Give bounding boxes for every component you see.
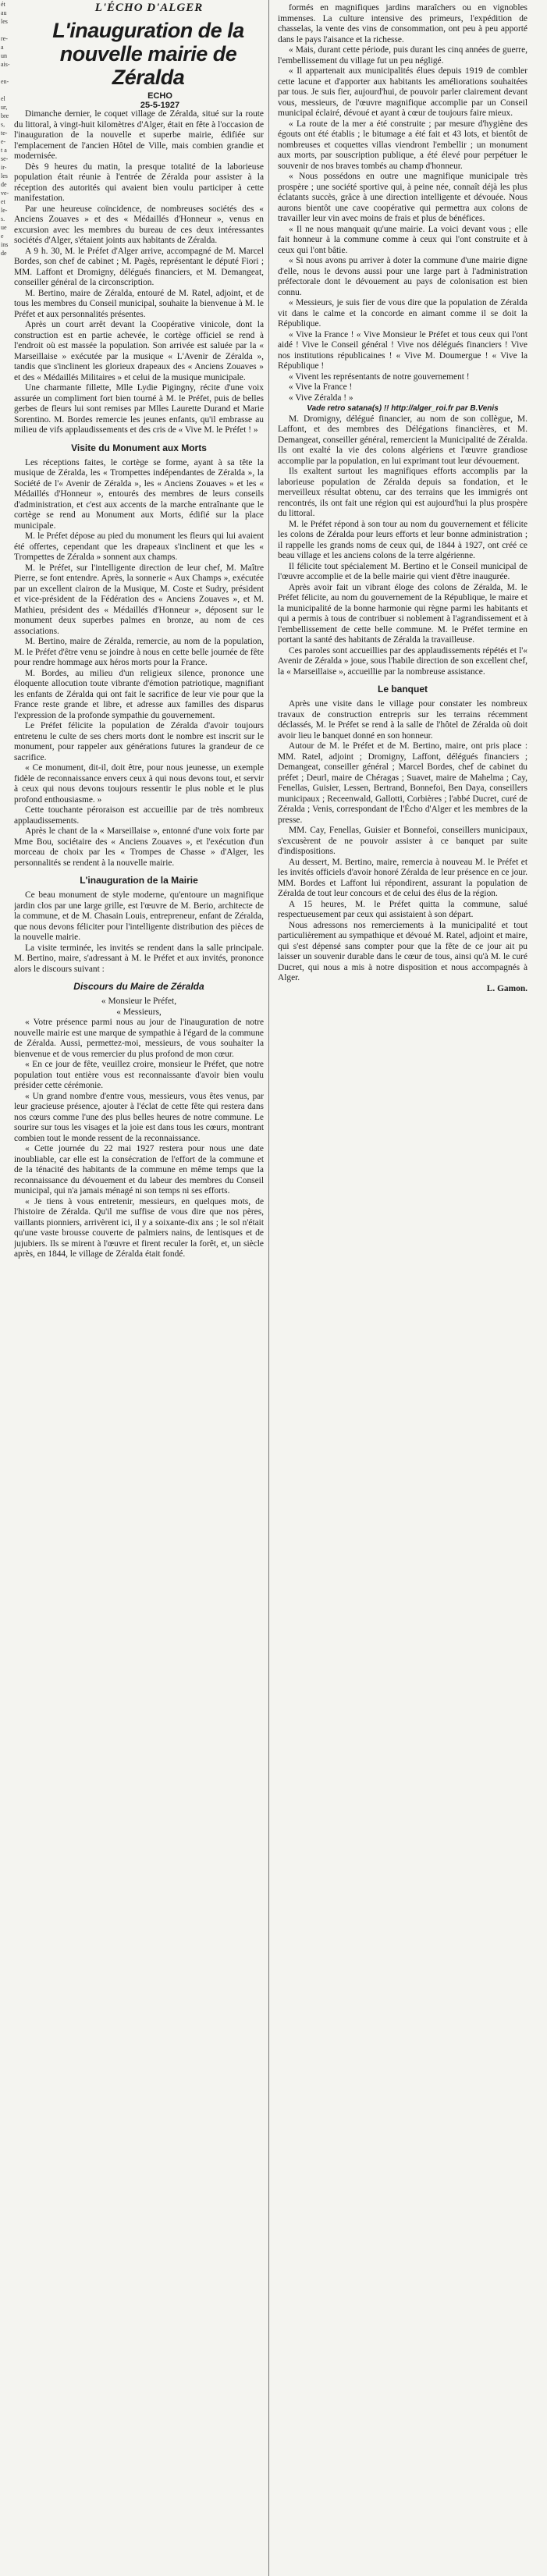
paragraph: M. le Préfet dépose au pied du monument les fleurs qui lui avaient été offertes, cependant que les drapeaux s'inclinent et que les « Trompettes de Zéralda » sonnent aux champs. [14, 531, 264, 562]
speech-salutation: « Monsieur le Préfet, [101, 997, 177, 1006]
paragraph: « Mais, durant cette période, puis durant les cinq années de guerre, l'embellissement du village fut un peu négligé. [278, 45, 527, 66]
speech-salutation-2: « Messieurs, [116, 1007, 162, 1017]
inauguration-section [14, 890, 264, 975]
paragraph: M. Bertino, maire de Zéralda, remercie, au nom de la population, M. le Préfet d'être venu se joindre à nous en cette belle journée de fête pour rendre hommage aux héros morts pour la France. [14, 637, 264, 667]
responses-section [278, 414, 527, 678]
paragraph: A 15 heures, M. le Préfet quitta la commune, salué respectueusement par ceux qui assistaient à son départ. [278, 899, 527, 919]
paragraph: M. Dromigny, délégué financier, au nom de son collègue, M. Laffont, et des membres des Délégations financières, et M. Demangeat, conseiller général, remercient la Municipalité de Zéralda. Ils ont exalté la vie des colons algériens et l'œuvre grandiose accomplie par la population, en lui exprimant tout leur dévouement. [278, 414, 527, 466]
paragraph: Il félicite tout spécialement M. Bertino et le Conseil municipal de l'œuvre accomplie et de la belle mairie qui vient d'être inaugurée. [278, 561, 527, 581]
paragraph: Nous adressons nos remerciements à la municipalité et tout particulièrement au sympathique et dévoué M. Ratel, adjoint et maire, qui s'est dépensé sans compter pour que la fête de ce jour ait pu laisser un souvenir durable dans le cœur de tous, ainsi qu'à M. le curé Ducret, qui nous a mis à notre disposition et nous accompagnés à Alger. [278, 920, 527, 982]
paragraph: M. Bertino, maire de Zéralda, entouré de M. Ratel, adjoint, et de tous les membres du Conseil municipal, souhaite la bienvenue à M. le Préfet et aux personnalités présentes. [14, 288, 264, 319]
paragraph: Une charmante fillette, Mlle Lydie Pigingny, récite d'une voix assurée un compliment fort bien tourné à M. le Préfet, puis de belles gerbes de fleurs lui sont remises par Mlles Laurette Durand et Marie Sorentino. M. Bordes remercie les jeunes enfants, qu'il embrasse au milieu de vifs applaudissements et des cris de « Vive M. le Préfet ! » [14, 383, 264, 435]
paragraph: Le Préfet félicite la population de Zéralda d'avoir toujours entretenu le culte de ses chers morts dont le nombre est inscrit sur le monument, pour rappeler aux générations futures la grandeur de ce sacrifice. [14, 721, 264, 762]
paragraph: « Ce monument, dit-il, doit être, pour nous jeunesse, un exemple fidèle de reconnaissance envers ceux à qui nous devons tout, et servir à ceux qui nous devons toujours ressentir le plus noble et le plus profond enthousiasme. » [14, 763, 264, 805]
author-signature: L. Gamon. [486, 983, 527, 993]
byline-date: 25-5-1927 [140, 101, 180, 110]
paragraph: « Je tiens à vous entretenir, messieurs, en quelques mots, de l'histoire de Zéralda. Qu'il me suffise de vous dire que nos pères, vaillants pionniers, arrivèrent ici, il y a soixante-dix ans ; le sol n'était qu'une vaste brousse couverte de palmiers nains, de lentisques et de jujubiers. Ils se mirent à l'œuvre et firent reculer la forêt, et, un siècle après, en 1844, le village de Zéralda était fondé. [14, 1196, 264, 1259]
left-column [14, 109, 264, 2560]
article-title: L'inauguration de la nouvelle mairie de Zéralda [52, 19, 244, 89]
paragraph: Au dessert, M. Bertino, maire, remercia à nouveau M. le Préfet et les invités officiels d'avoir honoré Zéralda de leur présence en ce jour. MM. Bordes et Laffont lui répondirent, assurant la population de Zéralda de tout leur concours et de celui des élus de la région. [278, 857, 527, 898]
adjacent-column-edge: ét au les re- a un ais- en- el ur, bre s, te- e- t a se- ir- les de ve- et le- s. ue e ins de [1, 1, 10, 257]
paragraph: Dès 9 heures du matin, la presque totalité de la laborieuse population était réunie à l'entrée de Zéralda pour assister à la réception des autorités qui avaient bien voulu participer à cette manifestation. [14, 162, 264, 203]
paragraph: MM. Cay, Fenellas, Guisier et Bonnefoi, conseillers municipaux, s'excusèrent de ne pouvoir assister à ce banquet par suite d'indispositions. [278, 826, 527, 856]
paragraph: Après avoir fait un vibrant éloge des colons de Zéralda, M. le Préfet félicite, au nom du gouvernement de la République, le maire et la municipalité de la bonne harmonie qui règne parmi les habitants et qui a permis à tous de contribuer si noblement à l'agrandissement et à l'embellissement de cette belle commune. M. le Préfet termine en portant la santé des habitants de Zéralda la travailleuse. [278, 582, 527, 645]
paragraph: M. le Préfet, sur l'intelligente direction de leur chef, M. Maître Pierre, se font entendre. Après, la sonnerie « Aux Champs », exécutée par un excellent clairon de la Musique, M. Coste et Sudry, président et vice-président de la Fédération des « Anciens Zouaves », et M. Mathieu, président des « Médaillés d'Honneur », déposent sur le monument deux superbes palmes en bronze, au nom de ces associations. [14, 563, 264, 636]
paragraph: Après une visite dans le village pour constater les nombreux travaux de construction entrepris sur les terrains récemment déclassés, M. le Préfet se rend à la salle de l'hôtel de Zéralda où doit avoir lieu le banquet donné en son honneur. [278, 699, 527, 741]
speech-heading: Discours du Maire de Zéralda [73, 981, 204, 992]
visit-heading: Visite du Monument aux Morts [71, 442, 207, 453]
speech-continued-section [278, 3, 527, 403]
paragraph: « Votre présence parmi nous au jour de l'inauguration de notre nouvelle mairie est une marque de sympathie à l'égard de la commune de Zéralda. Aussi, permettez-moi, messieurs, de vous souhaiter la bienvenue et de vous remercier du plus profond de mon cœur. [14, 1018, 264, 1059]
paragraph: Après un court arrêt devant la Coopérative vinicole, dont la construction est en partie achevée, le cortège officiel se rend à l'endroit où est massée la population. Son arrivée est saluée par la « Marseillaise » exécutée par la musique « L'Avenir de Zéralda », tandis que s'inclinent les glorieux drapeaux des « Anciens Zouaves » et des « Médaillés Militaires » et celui de la musique municipale. [14, 320, 264, 382]
speech-section [14, 1018, 264, 1260]
banquet-heading: Le banquet [377, 684, 428, 695]
paragraph: La visite terminée, les invités se rendent dans la salle principale. M. Bertino, maire, s'adressant à M. le Préfet et aux invités, prononce alors le discours suivant : [14, 943, 264, 974]
paragraph: M. Bordes, au milieu d'un religieux silence, prononce une éloquente allocution toute vibrante d'émotion patriotique, magnifiant les enfants de Zéralda qui ont fait le sacrifice de leur vie pour que la France reste grande et libre, et adresse aux familles des disparus l'expression de la profonde sympathie du gouvernement. [14, 668, 264, 720]
paragraph: Par une heureuse coïncidence, de nombreuses sociétés des « Anciens Zouaves » et des « Médaillés d'Honneur », venus en excursion avec les membres du bureau de ces deux intéressantes sociétés d'Alger, s'étaient joints aux habitants de Zéralda. [14, 204, 264, 245]
paragraph: Après le chant de la « Marseillaise », entonné d'une voix forte par Mme Bou, sociétaire des « Anciens Zouaves », et l'exécution d'un morceau de choix par les « Trompes de Chasse » d'Alger, les personnalités se rendent à la nouvelle mairie. [14, 826, 264, 868]
paragraph: A 9 h. 30, M. le Préfet d'Alger arrive, accompagné de M. Marcel Bordes, son chef de cabinet ; M. Pagès, représentant le député Fiori ; MM. Laffont et Dromigny, délégués financiers, et M. Demangeat, conseiller général de la circonscription. [14, 246, 264, 287]
right-column [278, 3, 527, 2571]
paragraph: Ce beau monument de style moderne, qu'entoure un magnifique jardin clos par une large grille, est l'œuvre de M. Berio, architecte de la commune, et de M. Chasain Louis, entrepreneur, enfant de Zéralda, que nous devons féliciter pour l'intelligente distribution des pièces de la nouvelle mairie. [14, 890, 264, 942]
paragraph: « Vivent les représentants de notre gouvernement ! [289, 371, 470, 382]
web-caption: Vade retro satana(s) !! http://alger_roi.fr par B.Venis [307, 404, 499, 413]
paragraph: « Vive Zéralda ! » [289, 393, 353, 403]
paragraph: Cette touchante péroraison est accueillie par de très nombreux applaudissements. [14, 805, 264, 826]
paragraph: « Un grand nombre d'entre vous, messieurs, vous êtes venus, par leur gracieuse présence, ajouter à l'éclat de cette fête qui restera dans nos cœurs comme l'une des plus belles heures de notre commune. Le sourire sur tous les visages et la joie est dans tous les cœurs, montrant combien tout le monde ressent de la reconnaissance. [14, 1091, 264, 1143]
paragraph: « Il ne nous manquait qu'une mairie. La voici devant vous ; elle fait honneur à la commune comme à ceux qui l'ont construite et à ceux qui l'ont bâtie. [278, 224, 527, 255]
paragraph: M. le Préfet répond à son tour au nom du gouvernement et félicite les colons de Zéralda pour leurs efforts et leur bonne administration ; il rappelle les grands noms de ceux qui, de 1844 à 1927, ont créé ce beau village et les anciens colons de la terre algérienne. [278, 519, 527, 560]
paragraph: « En ce jour de fête, veuillez croire, monsieur le Préfet, que notre population tout entière vous est reconnaissante d'avoir bien voulu présider cette cérémonie. [14, 1060, 264, 1090]
paragraph: « Nous possédons en outre une magnifique municipale très prospère ; une société sportive qui, à peine née, connaît déjà les plus éclatants succès, grâce à une direction intelligente et dévouée. Nous aurons bientôt une cave coopérative qui permettra aux colons de travailler leur vin avec moins de frais et plus de bénéfices. [278, 172, 527, 223]
byline-source: ECHO [147, 91, 172, 101]
column-divider [268, 0, 269, 2576]
paragraph: Ces paroles sont accueillies par des applaudissements répétés et l'« Avenir de Zéralda » joue, sous l'habile direction de son excellent chef, la « Marseillaise », accueillie par la nombreuse assistance. [278, 645, 527, 677]
intro-section [14, 109, 264, 436]
visit-section [14, 458, 264, 869]
paragraph: formés en magnifiques jardins maraîchers ou en vignobles immenses. La culture intensive des primeurs, l'expédition de chasselas, la vente des vins de consommation, ont peu à peu apporté dans le pays l'aisance et la richesse. [278, 3, 527, 44]
paragraph: Dimanche dernier, le coquet village de Zéralda, situé sur la route du littoral, à vingt-huit kilomètres d'Alger, était en fête à l'occasion de l'inauguration de la nouvelle et superbe mairie, édifiée sur l'emplacement de l'ancien Hôtel de Ville, mais combien grandie et modernisée. [14, 109, 264, 161]
paragraph: « Cette journée du 22 mai 1927 restera pour nous une date inoubliable, car elle est la consécration de l'effort de la commune et de la ténacité des habitants de la commune en même temps que la reconnaissance du dévouement et du labeur des membres du Conseil municipal, qui n'a jamais ménagé ni son temps ni ses efforts. [14, 1144, 264, 1196]
inauguration-heading: L'inauguration de la Mairie [80, 875, 198, 886]
masthead: L'ÉCHO D'ALGER [94, 2, 204, 14]
paragraph: « Si nous avons pu arriver à doter la commune d'une mairie digne d'elle, nous le devons aussi pour une large part à l'administration préfectorale dont le dévouement au pays de colonisation est bien connu. [278, 256, 527, 297]
paragraph: « Vive la France ! « Vive Monsieur le Préfet et tous ceux qui l'ont aidé ! Vive le Conseil général ! Vive nos délégués financiers ! Vive nos institutions républicaines ! « Vive M. Doumergue ! « Vive la République ! [278, 329, 527, 371]
paragraph: Ils exaltent surtout les magnifiques efforts accomplis par la laborieuse population de Zéralda depuis sa fondation, et le merveilleux résultat obtenu, car des terrains que les immigrés ont rencontrés, ils ont fait une région qui est aujourd'hui la plus prospère du littoral. [278, 467, 527, 518]
byline [125, 91, 195, 110]
paragraph: Autour de M. le Préfet et de M. Bertino, maire, ont pris place : MM. Ratel, adjoint ; Dromigny, Laffont, délégués financiers ; Demangeat, conseiller général ; Marcel Bordes, chef de cabinet du préfet ; Deurl, maire de Chéragas ; Suavet, maire de Mahelma ; Cay, Fenellas, Guisier, Lessen, Bertrand, Bonnefoi, Ben Daya, conseillers municipaux ; Receenwald, Gallotti, Corbières ; l'abbé Ducret, curé de Zéralda ; Venis, correspondant de l'Écho d'Alger et les membres de la presse. [278, 741, 527, 825]
banquet-section [278, 699, 527, 984]
paragraph: Les réceptions faites, le cortège se forme, ayant à sa tête la musique de Zéralda, les « Trompettes indépendantes de Zéralda », la Société de l'« Avenir de Zéralda », les « Anciens Zouaves » et les « Médaillés d'Honneur », entourés des membres de leurs conseils d'administration, et c'est aux accents de la marche entraînante que le cortège se rend au Monument aux Morts, édifié sur la place municipale. [14, 457, 264, 531]
paragraph: « Vive la France ! [289, 382, 353, 392]
paragraph: « La route de la mer a été construite ; par mesure d'hygiène des égouts ont été établis ; le bitumage a été fait et 43 lots, et bientôt de nombreuses et coquettes villas viendront l'embellir ; un monument aux morts, par souscription publique, a été élevé pour perpétuer le souvenir de nos braves tombés au champ d'honneur. [278, 119, 527, 171]
paragraph: « Messieurs, je suis fier de vous dire que la population de Zéralda vit dans le calme et la concorde en aimant comme il se doit la République. [278, 298, 527, 329]
paragraph: « Il appartenait aux municipalités élues depuis 1919 de combler cette lacune et d'apporter aux habitants les améliorations souhaitées par tous. Je suis fier, aujourd'hui, de pouvoir parler clairement devant vous, messieurs, de l'œuvre magnifique accomplie par un Conseil municipal éclairé, dévoué et ayant à cœur de toujours faire mieux. [278, 66, 527, 118]
